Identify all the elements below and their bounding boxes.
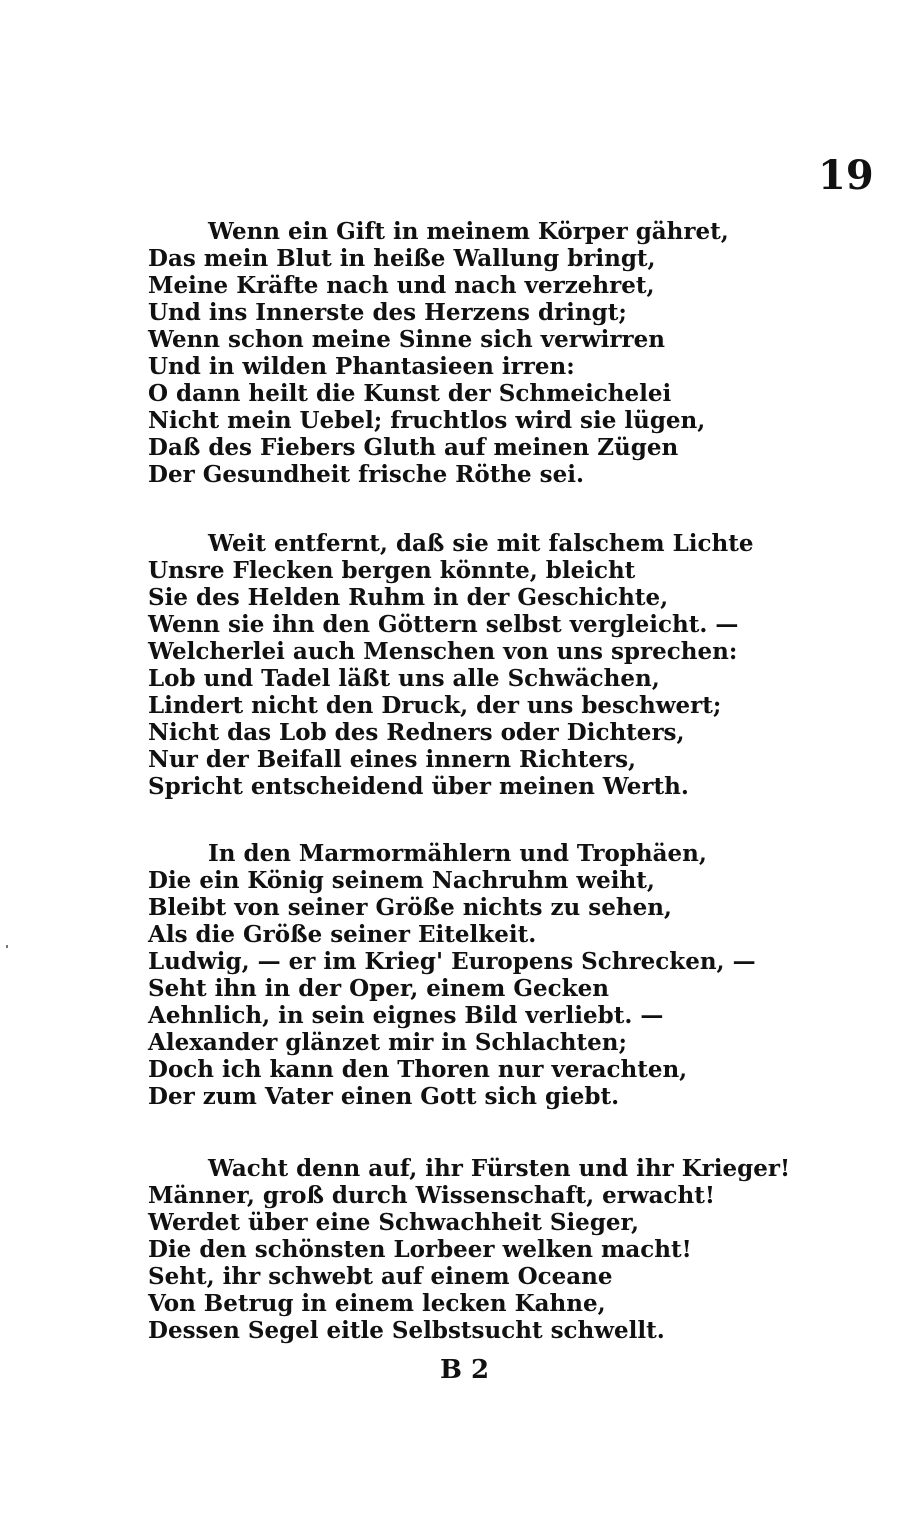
poem-line: Nur der Beifall eines innern Richters,	[148, 746, 637, 773]
poem-line: Die ein König seinem Nachruhm weiht,	[148, 867, 655, 894]
poem-line: Werdet über eine Schwachheit Sieger,	[148, 1209, 639, 1236]
stanza-1	[148, 218, 888, 488]
poem-line: Seht ihn in der Oper, einem Gecken	[148, 975, 609, 1002]
poem-line: Bleibt von seiner Größe nichts zu sehen,	[148, 894, 672, 921]
poem-line: Nicht das Lob des Redners oder Dichters,	[148, 719, 685, 746]
poem-line: Aehnlich, in sein eignes Bild verliebt. —	[148, 1002, 664, 1029]
poem-line: Doch ich kann den Thoren nur verachten,	[148, 1056, 688, 1083]
poem-line: Und in wilden Phantasieen irren:	[148, 353, 575, 380]
poem-line: Männer, groß durch Wissenschaft, erwacht!	[148, 1182, 716, 1209]
poem-line: Ludwig, — er im Krieg' Europens Schrecken, —	[148, 948, 756, 975]
poem-line: Sie des Helden Ruhm in der Geschichte,	[148, 584, 669, 611]
poem-line: Wenn schon meine Sinne sich verwirren	[148, 326, 665, 353]
poem-line: Nicht mein Uebel; fruchtlos wird sie lügen,	[148, 407, 706, 434]
poem-line: Wenn sie ihn den Göttern selbst vergleicht. —	[148, 611, 739, 638]
signature-mark: B 2	[440, 1355, 490, 1385]
poem-line: Welcherlei auch Menschen von uns sprechen:	[148, 638, 738, 665]
poem-line: Lob und Tadel läßt uns alle Schwächen,	[148, 665, 660, 692]
poem-line: Seht, ihr schwebt auf einem Oceane	[148, 1263, 613, 1290]
poem-line: Wacht denn auf, ihr Fürsten und ihr Krieger!	[208, 1155, 791, 1182]
stanza-4	[148, 1155, 888, 1344]
poem-line: Alexander glänzet mir in Schlachten;	[148, 1029, 628, 1056]
poem-line: Von Betrug in einem lecken Kahne,	[148, 1290, 606, 1317]
stanza-3	[148, 840, 888, 1110]
poem-line: Der zum Vater einen Gott sich giebt.	[148, 1083, 620, 1110]
page-number: 19	[818, 152, 874, 199]
poem-line: O dann heilt die Kunst der Schmeichelei	[148, 380, 672, 407]
poem-line: Unsre Flecken bergen könnte, bleicht	[148, 557, 636, 584]
poem-line: In den Marmormählern und Trophäen,	[208, 840, 707, 867]
stanza-2	[148, 530, 888, 800]
poem-line: Das mein Blut in heiße Wallung bringt,	[148, 245, 656, 272]
poem-line: Wenn ein Gift in meinem Körper gähret,	[208, 218, 729, 245]
poem-line: Daß des Fiebers Gluth auf meinen Zügen	[148, 434, 679, 461]
poem-line: Und ins Innerste des Herzens dringt;	[148, 299, 627, 326]
poem-line: Die den schönsten Lorbeer welken macht!	[148, 1236, 692, 1263]
poem-line: Als die Größe seiner Eitelkeit.	[148, 921, 537, 948]
poem-line: Meine Kräfte nach und nach verzehret,	[148, 272, 655, 299]
poem-line: Der Gesundheit frische Röthe sei.	[148, 461, 585, 488]
poem-line: Lindert nicht den Druck, der uns beschwert;	[148, 692, 722, 719]
poem-line: Dessen Segel eitle Selbstsucht schwellt.	[148, 1317, 665, 1344]
page-speck	[6, 945, 8, 948]
poem-line: Spricht entscheidend über meinen Werth.	[148, 773, 689, 800]
poem-line: Weit entfernt, daß sie mit falschem Lichte	[208, 530, 754, 557]
